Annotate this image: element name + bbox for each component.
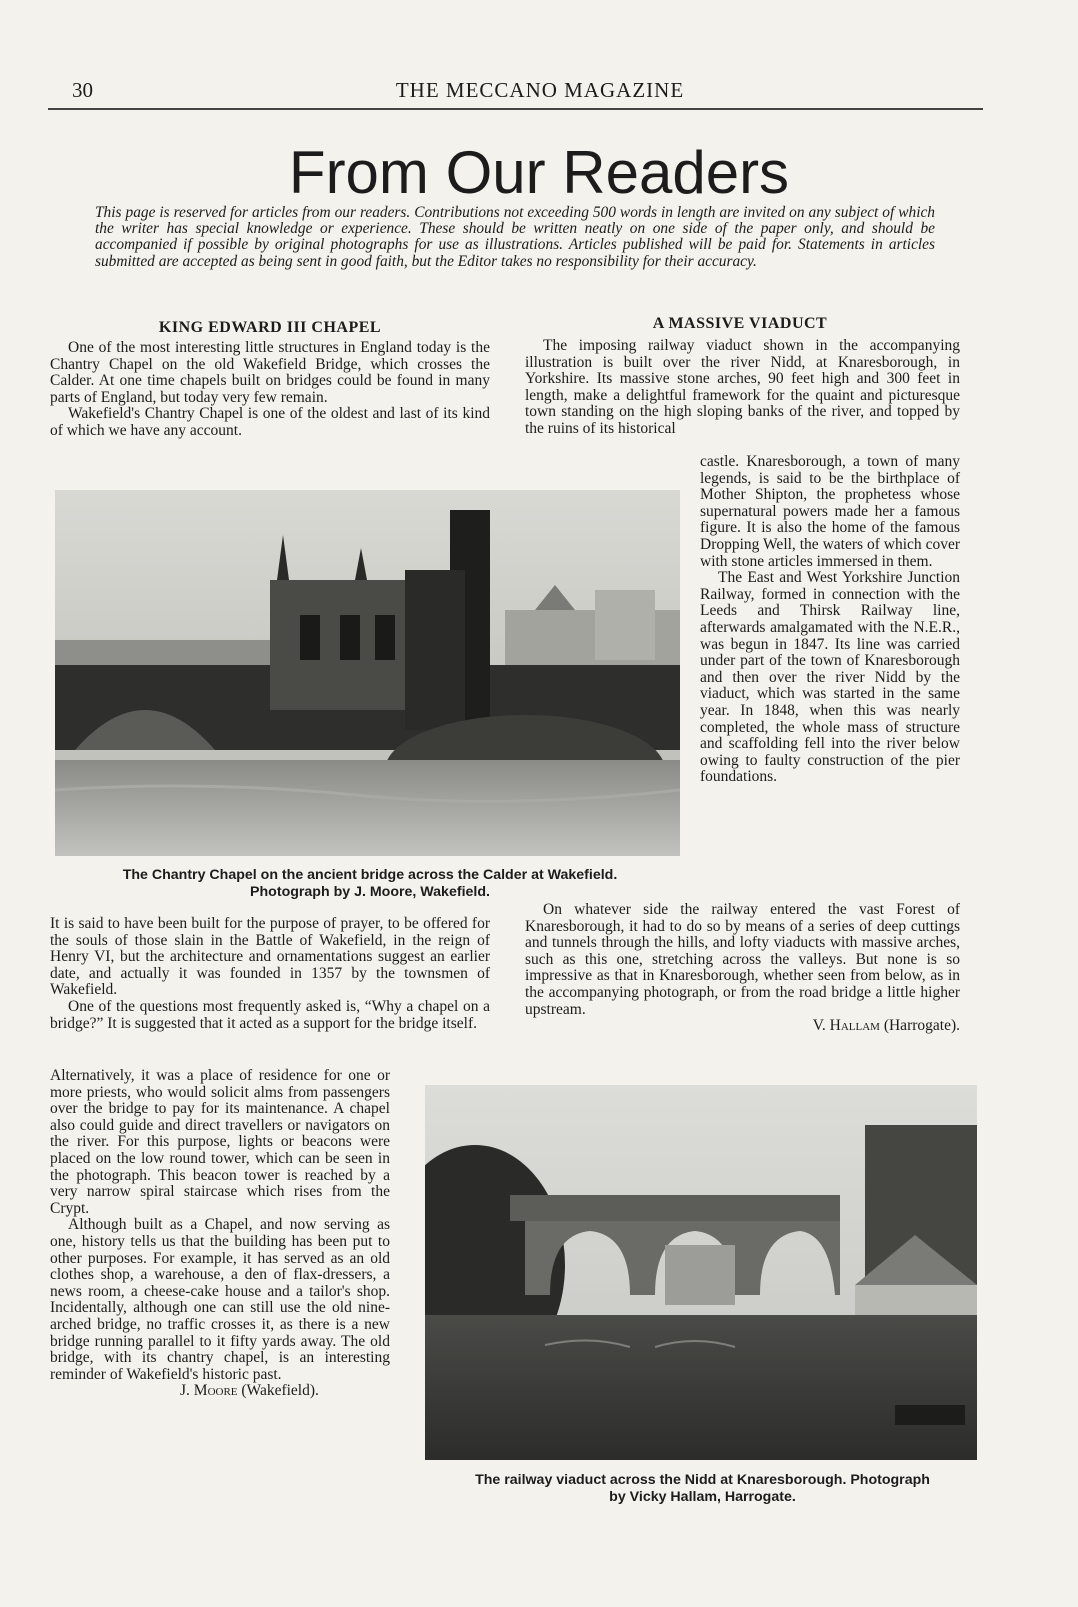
paragraph: Wakefield's Chantry Chapel is one of the oldest and last of its kind of which we have any account. [50, 405, 490, 439]
chantry-chapel-photo [55, 490, 680, 856]
paragraph: Although built as a Chapel, and now serving as one, history tells us that the building has been put to other purposes. For example, it has served as an old clothes shop, a warehouse, a den of flax-dressers, a news room, a cheese-cake house and a tailor's shop. Incidentally, although one can still use the old nine-arched bridge, no traffic crosses it, as there is a new bridge running parallel to it fifty yards away. The old bridge, with its chantry chapel, is an interesting reminder of Wakefield's historic past. [50, 1216, 390, 1383]
chapel-signature [50, 1383, 390, 1400]
author-place: (Wakefield). [241, 1382, 319, 1400]
header-rule [48, 108, 983, 110]
viaduct-signature [525, 1018, 960, 1035]
caption-line: Photograph by J. Moore, Wakefield. [250, 884, 490, 900]
paragraph: Alternatively, it was a place of residence for one or more priests, who would solicit alms from passengers over the bridge to pay for its maintenance. A chapel also could guide and direct travellers or navigators on the river. For this purpose, lights or beacons were placed on the low round tower, which can be seen in the photograph. This beacon tower is reached by a very narrow spiral staircase which rises from the Crypt. [50, 1067, 390, 1217]
paragraph: On whatever side the railway entered the vast Forest of Knaresborough, it had to do so by means of a series of deep cuttings and tunnels through the hills, and lofty viaducts with massive arches, such as this one, stretching across the valleys. But none is so impressive as that in Knaresborough, whether seen from below, as in the accompanying photograph, or from the road bridge a little higher upstream. [525, 901, 960, 1018]
article-heading-viaduct: A MASSIVE VIADUCT [652, 315, 828, 332]
article-heading-chapel: KING EDWARD III CHAPEL [158, 319, 382, 336]
paragraph: It is said to have been built for the purpose of prayer, to be offered for the souls of those slain in the Battle of Wakefield, in the reign of Henry VI, but the architecture and ornamentations suggest an earlier date, and actually it was founded in 1357 by the townsmen of Wakefield. [50, 915, 490, 999]
paragraph: One of the most interesting little structures in England today is the Chantry Chapel on the old Wakefield Bridge, which crosses the Calder. At one time chapels built on bridges could be found in many parts of England, but today very few remain. [50, 339, 490, 406]
viaduct-side-text [700, 454, 960, 786]
chapel-narrow-text [50, 1068, 390, 1400]
intro-paragraph: This page is reserved for articles from our readers. Contributions not exceeding 500 words in length are invited on any subject of which the writer has special knowledge or experience. These should be written neatly on one side of the paper only, and should be accompanied if possible by original photographs for use as illustrations. Articles published will be paid for. Statements in articles submitted are accepted as being sent in good faith, but the Editor takes no responsibility for their accuracy. [95, 204, 935, 270]
chapel-intro-text [50, 340, 490, 440]
page-title: From Our Readers [288, 139, 790, 206]
author-name: V. Hallam [812, 1017, 880, 1035]
paragraph: The East and West Yorkshire Junction Railway, formed in connection with the Leeds and Thirsk Railway line, afterwards amalgamated with the N.E.R., was begun in 1847. Its line was carried under part of the town of Knaresborough and then over the river Nidd by the viaduct, which was started in the same year. In 1848, when this was nearly completed, the whole mass of structure and scaffolding fell into the river below owing to faulty construction of the pier foundations. [700, 569, 960, 786]
magazine-title: THE MECCANO MAGAZINE [395, 78, 685, 102]
paragraph: One of the questions most frequently asked is, “Why a chapel on a bridge?” It is suggested that it acted as a support for the bridge itself. [50, 997, 490, 1032]
viaduct-photo-caption [415, 1472, 990, 1506]
chapel-body-text [50, 916, 490, 1032]
paragraph: The imposing railway viaduct shown in the accompanying illustration is built over the river Nidd, at Knaresborough, in Yorkshire. Its massive stone arches, 90 feet high and 300 feet in length, make a delightful framework for the quaint and picturesque town standing on the high sloping banks of the river, and topped by the ruins of its historical [525, 337, 960, 437]
viaduct-photo [425, 1085, 977, 1460]
viaduct-intro-text [525, 338, 960, 438]
chapel-photo-caption [40, 867, 700, 901]
viaduct-continuation-text [525, 902, 960, 1035]
author-name: J. Moore [180, 1382, 238, 1400]
caption-line: The Chantry Chapel on the ancient bridge across the Calder at Wakefield. [122, 867, 618, 883]
page-number: 30 [72, 78, 93, 102]
author-place: (Harrogate). [883, 1017, 960, 1035]
caption-line: by Vicky Hallam, Harrogate. [609, 1489, 796, 1505]
caption-line: The railway viaduct across the Nidd at Knaresborough. Photograph [475, 1472, 930, 1488]
paragraph: castle. Knaresborough, a town of many legends, is said to be the birthplace of Mother Shipton, the prophetess whose supernatural powers made her a famous figure. It is also the home of the famous Dropping Well, the waters of which cover with stone articles immersed in them. [700, 453, 960, 570]
